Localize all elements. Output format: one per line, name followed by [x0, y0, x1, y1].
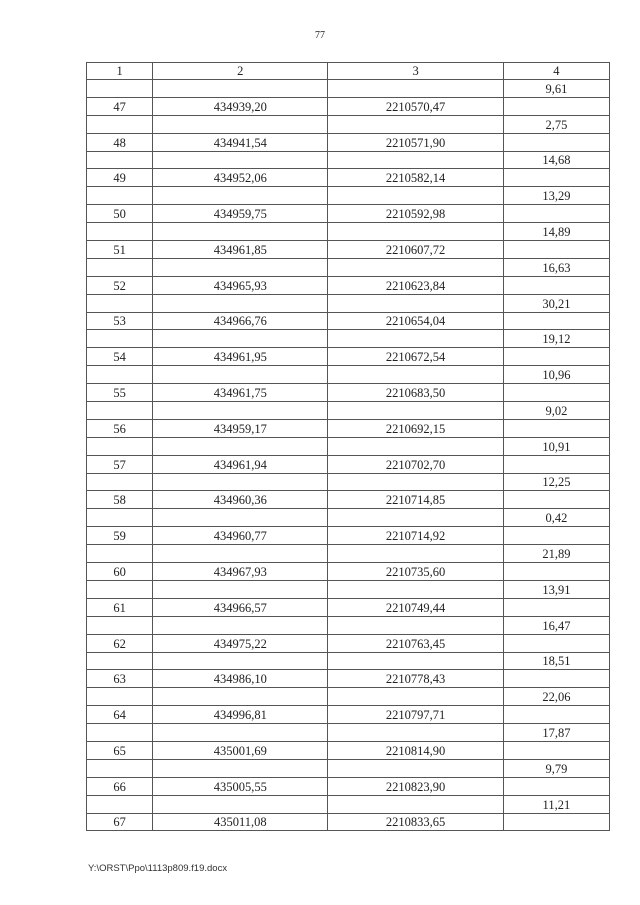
table-cell [503, 97, 609, 115]
table-row [87, 187, 610, 205]
table-cell: 48 [87, 133, 153, 151]
table-cell: 10,91 [503, 437, 609, 455]
table-cell [328, 80, 503, 98]
table-cell: 62 [87, 634, 153, 652]
footer-file-path: Y:\ORST\Ppo\1113p809.f19.docx [88, 863, 228, 874]
table-cell: 2210582,14 [328, 169, 503, 187]
table-cell: 434966,76 [153, 312, 328, 330]
table-cell [503, 348, 609, 366]
table-row [87, 491, 610, 509]
table-cell [153, 223, 328, 241]
table-cell [153, 759, 328, 777]
table-cell: 2210654,04 [328, 312, 503, 330]
table-cell: 65 [87, 741, 153, 759]
table-cell [87, 795, 153, 813]
table-row [87, 813, 610, 831]
table-cell: 16,63 [503, 258, 609, 276]
table-cell [328, 795, 503, 813]
table-cell [328, 473, 503, 491]
table-cell: 59 [87, 527, 153, 545]
table-cell [87, 330, 153, 348]
table-cell [87, 258, 153, 276]
table-cell: 14,68 [503, 151, 609, 169]
table-cell: 434966,57 [153, 598, 328, 616]
table-cell [87, 652, 153, 670]
table-cell [87, 509, 153, 527]
table-cell [503, 276, 609, 294]
table-row [87, 509, 610, 527]
table-cell: 434959,75 [153, 205, 328, 223]
column-header: 3 [328, 63, 503, 80]
table-row [87, 205, 610, 223]
table-cell [153, 437, 328, 455]
table-row [87, 473, 610, 491]
table-row [87, 563, 610, 581]
table-cell: 2210763,45 [328, 634, 503, 652]
table-row [87, 258, 610, 276]
table-cell: 2210571,90 [328, 133, 503, 151]
table-row [87, 759, 610, 777]
table-cell [87, 80, 153, 98]
table-cell: 55 [87, 384, 153, 402]
table-cell [153, 258, 328, 276]
table-cell: 435001,69 [153, 741, 328, 759]
table-cell: 2210797,71 [328, 706, 503, 724]
table-row [87, 419, 610, 437]
table-cell [503, 670, 609, 688]
table-cell [153, 330, 328, 348]
table-cell: 58 [87, 491, 153, 509]
table-cell: 435011,08 [153, 813, 328, 831]
table-row [87, 276, 610, 294]
table-cell: 434975,22 [153, 634, 328, 652]
table-cell [153, 652, 328, 670]
table-cell: 2210683,50 [328, 384, 503, 402]
table-cell [87, 151, 153, 169]
table-cell [153, 509, 328, 527]
table-cell: 2,75 [503, 115, 609, 133]
table-cell: 17,87 [503, 724, 609, 742]
table-cell: 9,61 [503, 80, 609, 98]
table-cell [87, 294, 153, 312]
table-cell [153, 187, 328, 205]
table-cell: 2210702,70 [328, 455, 503, 473]
table-cell [328, 115, 503, 133]
table-cell: 2210749,44 [328, 598, 503, 616]
table-cell [503, 777, 609, 795]
table-cell [328, 402, 503, 420]
table-row [87, 223, 610, 241]
table-row [87, 741, 610, 759]
table-row [87, 455, 610, 473]
table-cell [503, 741, 609, 759]
table-cell [328, 187, 503, 205]
table-cell: 0,42 [503, 509, 609, 527]
table-cell: 434996,81 [153, 706, 328, 724]
table-body [87, 80, 610, 831]
table-cell: 60 [87, 563, 153, 581]
table-cell: 434941,54 [153, 133, 328, 151]
table-cell [503, 169, 609, 187]
table-cell [153, 366, 328, 384]
table-cell: 67 [87, 813, 153, 831]
table-row [87, 634, 610, 652]
table-cell [328, 223, 503, 241]
table-cell: 434960,77 [153, 527, 328, 545]
table-cell [328, 724, 503, 742]
table-row [87, 652, 610, 670]
table-row [87, 706, 610, 724]
table-row [87, 366, 610, 384]
table-row [87, 294, 610, 312]
table-cell [503, 598, 609, 616]
table-cell [87, 724, 153, 742]
coordinate-table [86, 62, 610, 831]
table-cell [503, 312, 609, 330]
table-cell [328, 294, 503, 312]
table-cell: 12,25 [503, 473, 609, 491]
table-cell: 9,79 [503, 759, 609, 777]
table-cell: 434961,85 [153, 241, 328, 259]
table-cell: 66 [87, 777, 153, 795]
table-row [87, 241, 610, 259]
table-cell: 51 [87, 241, 153, 259]
table-row [87, 527, 610, 545]
table-row [87, 688, 610, 706]
table-cell [328, 652, 503, 670]
table-row [87, 580, 610, 598]
table-cell: 434959,17 [153, 419, 328, 437]
table-cell [153, 402, 328, 420]
table-cell [153, 473, 328, 491]
table-cell: 53 [87, 312, 153, 330]
table-cell [87, 115, 153, 133]
table-cell: 2210823,90 [328, 777, 503, 795]
table-cell [87, 223, 153, 241]
table-row [87, 115, 610, 133]
table-cell [503, 455, 609, 473]
table-row [87, 151, 610, 169]
table-cell [153, 616, 328, 634]
table-cell [328, 580, 503, 598]
table-cell [153, 545, 328, 563]
table-cell [153, 151, 328, 169]
table-cell: 2210778,43 [328, 670, 503, 688]
table-row [87, 133, 610, 151]
table-cell: 2210714,85 [328, 491, 503, 509]
table-cell: 49 [87, 169, 153, 187]
table-row [87, 330, 610, 348]
table-cell: 9,02 [503, 402, 609, 420]
table-cell: 10,96 [503, 366, 609, 384]
table-cell [328, 616, 503, 634]
table-cell [328, 759, 503, 777]
table-cell: 18,51 [503, 652, 609, 670]
table-cell [328, 151, 503, 169]
table-cell: 2210692,15 [328, 419, 503, 437]
table-cell [503, 133, 609, 151]
table-cell [87, 473, 153, 491]
table-row [87, 384, 610, 402]
table-row [87, 402, 610, 420]
table-cell: 2210570,47 [328, 97, 503, 115]
table-cell: 434952,06 [153, 169, 328, 187]
table-cell [87, 688, 153, 706]
table-row [87, 545, 610, 563]
table-cell: 2210833,65 [328, 813, 503, 831]
table-cell: 2210592,98 [328, 205, 503, 223]
table-cell [328, 437, 503, 455]
table-cell [503, 205, 609, 223]
table-cell: 2210607,72 [328, 241, 503, 259]
table-row [87, 777, 610, 795]
table-cell [87, 402, 153, 420]
table-row [87, 97, 610, 115]
column-header: 2 [153, 63, 328, 80]
table-cell [153, 115, 328, 133]
table-row [87, 437, 610, 455]
table-cell [153, 294, 328, 312]
table-cell: 2210814,90 [328, 741, 503, 759]
table-cell [503, 813, 609, 831]
table-cell: 50 [87, 205, 153, 223]
table-cell [87, 616, 153, 634]
table-cell [503, 563, 609, 581]
table-cell [153, 580, 328, 598]
table-row [87, 169, 610, 187]
table-cell [328, 366, 503, 384]
table-cell: 13,91 [503, 580, 609, 598]
table-cell: 21,89 [503, 545, 609, 563]
table-cell [503, 241, 609, 259]
table-cell [328, 509, 503, 527]
table-row [87, 616, 610, 634]
table-cell [153, 80, 328, 98]
table-cell: 434986,10 [153, 670, 328, 688]
table-cell: 435005,55 [153, 777, 328, 795]
table-cell [87, 437, 153, 455]
table-cell: 2210735,60 [328, 563, 503, 581]
table-cell: 2210623,84 [328, 276, 503, 294]
table-cell [328, 688, 503, 706]
table-row [87, 598, 610, 616]
table-cell: 2210714,92 [328, 527, 503, 545]
table-cell [87, 759, 153, 777]
table-cell: 11,21 [503, 795, 609, 813]
table-cell [87, 580, 153, 598]
table-cell: 434961,95 [153, 348, 328, 366]
table-cell: 434961,94 [153, 455, 328, 473]
table-row [87, 312, 610, 330]
table-row [87, 80, 610, 98]
table-cell [87, 366, 153, 384]
table-cell: 63 [87, 670, 153, 688]
table-cell: 434965,93 [153, 276, 328, 294]
table-cell: 52 [87, 276, 153, 294]
table-cell [503, 527, 609, 545]
table-cell: 2210672,54 [328, 348, 503, 366]
table-row [87, 348, 610, 366]
table-cell [87, 187, 153, 205]
table-cell [328, 330, 503, 348]
table-cell [328, 258, 503, 276]
table-row [87, 795, 610, 813]
table-cell [503, 419, 609, 437]
table-cell [503, 491, 609, 509]
column-header: 4 [503, 63, 609, 80]
table-header-row [87, 63, 610, 80]
table-cell: 434960,36 [153, 491, 328, 509]
table-cell: 16,47 [503, 616, 609, 634]
table-cell [503, 706, 609, 724]
table-cell: 434939,20 [153, 97, 328, 115]
table-cell [153, 724, 328, 742]
table-cell [153, 795, 328, 813]
table-cell [153, 688, 328, 706]
table-cell: 56 [87, 419, 153, 437]
table-cell [503, 634, 609, 652]
table-cell: 54 [87, 348, 153, 366]
table-cell: 14,89 [503, 223, 609, 241]
column-header: 1 [87, 63, 153, 80]
table-cell: 19,12 [503, 330, 609, 348]
table-cell: 47 [87, 97, 153, 115]
table-cell: 64 [87, 706, 153, 724]
page-number: 77 [315, 30, 325, 41]
table-cell [503, 384, 609, 402]
table-cell: 30,21 [503, 294, 609, 312]
table-cell: 434961,75 [153, 384, 328, 402]
table-row [87, 724, 610, 742]
table-cell [328, 545, 503, 563]
table-cell [87, 545, 153, 563]
table-cell: 434967,93 [153, 563, 328, 581]
table-cell: 57 [87, 455, 153, 473]
table-cell: 13,29 [503, 187, 609, 205]
table-cell: 22,06 [503, 688, 609, 706]
table-row [87, 670, 610, 688]
table-cell: 61 [87, 598, 153, 616]
